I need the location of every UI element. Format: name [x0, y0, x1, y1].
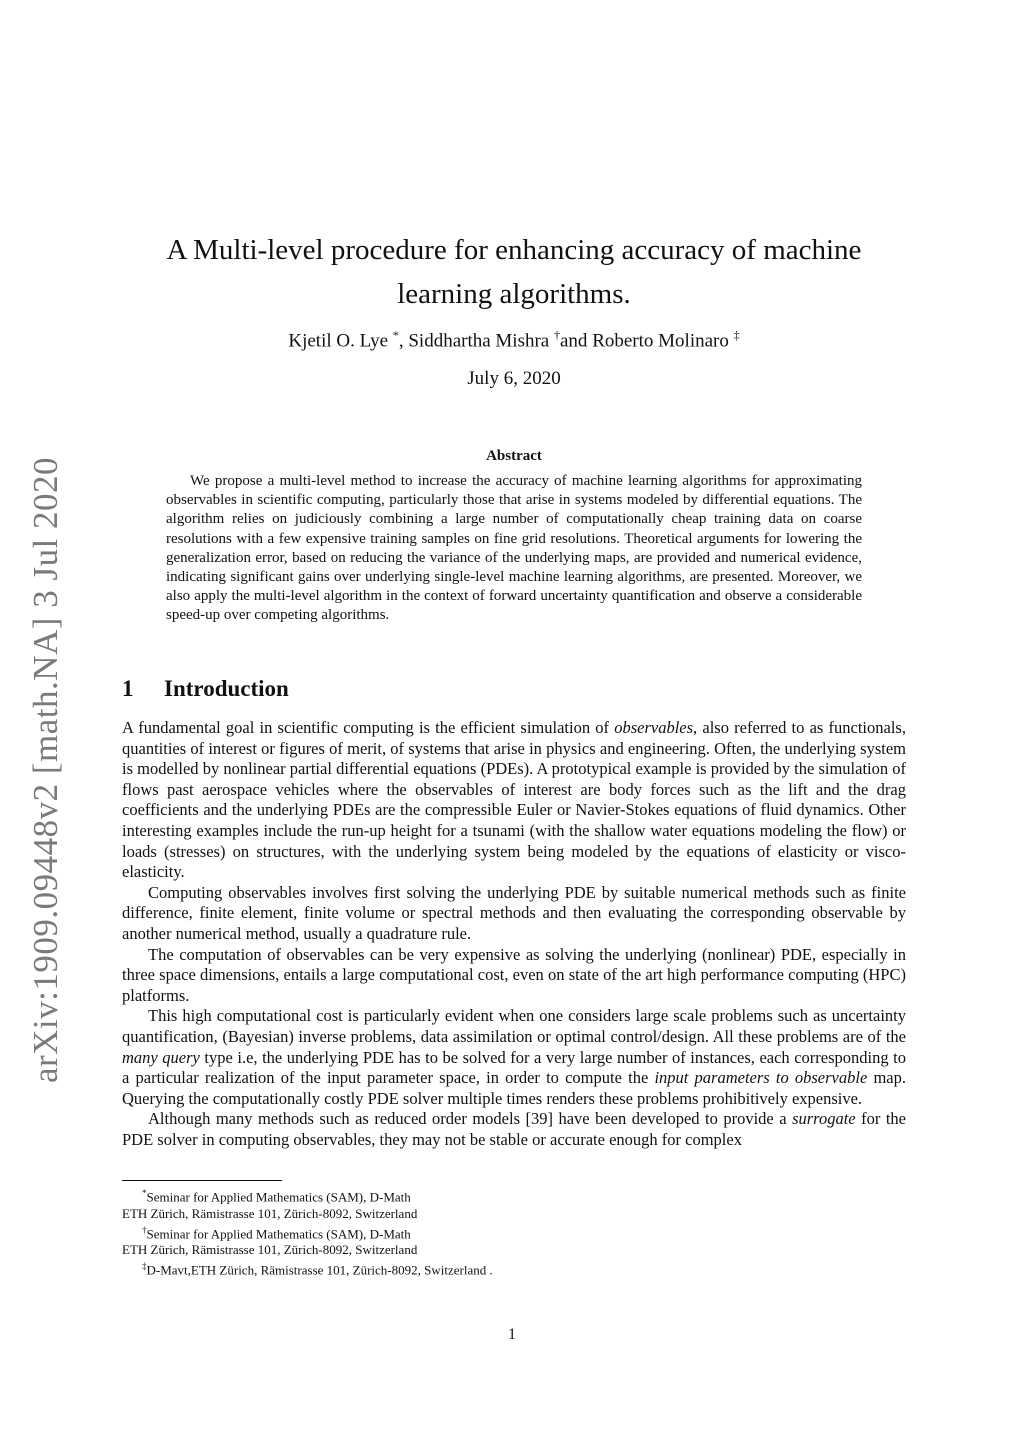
- footnotes: [122, 1185, 722, 1279]
- section-number: 1: [122, 676, 134, 701]
- emphasis-term: surrogate: [792, 1109, 856, 1129]
- abstract-text: We propose a multi-level method to increase the accuracy of machine learning algorithms for approximating observables in scientific computing, particularly those that arise in systems modeled by differential equations. The algorithm relies on judiciously combining a large number of computationally cheap training data on coarse resolutions with a few expensive training samples on fine grid resolutions. Theoretical arguments for lowering the generalization error, based on reducing the variance of the underlying maps, are provided and numerical evidence, indicating significant gains over underlying single-level machine learning algorithms, are presented. Moreover, we also apply the multi-level algorithm in the context of forward uncertainty quantification and observe a considerable speed-up over competing algorithms.: [166, 473, 862, 624]
- section-heading: [122, 674, 902, 704]
- paper-date: July 6, 2020: [467, 368, 561, 389]
- author-name: Roberto Molinaro: [592, 330, 729, 352]
- author-name: Kjetil O. Lye: [288, 330, 389, 352]
- arxiv-identifier-stamp: [16, 440, 76, 1100]
- body-paragraph: A fundamental goal in scientific computing is the efficient simulation of observables, also referred to as functionals, quantities of interest or figures of merit, of systems that arise in physics and engineering. Often, the underlying system is modelled by nonlinear partial differential equations (PDEs). A prototypical example is provided by the simulation of flows past aerospace vehicles where the observables of interest are body forces such as the lift and the drag coefficients and the underlying PDEs are the compressible Euler or Navier-Stokes equations of fluid dynamics. Other interesting examples include the run-up height for a tsunami (with the shallow water equations modeling the flow) or loads (stresses) on structures, with the underlying system being modeled by the equations of elasticity or visco-elasticity.: [122, 718, 906, 882]
- author-name: Siddhartha Mishra: [408, 330, 550, 352]
- emphasis-term: many query: [122, 1047, 200, 1067]
- footnote: ‡D-Mavt,ETH Zürich, Rämistrasse 101, Zürich-8092, Switzerland .: [142, 1261, 493, 1278]
- author-footnote-mark: ‡: [733, 328, 740, 342]
- footnote: †Seminar for Applied Mathematics (SAM), D-Math: [142, 1224, 411, 1242]
- footnote-continuation: ETH Zürich, Rämistrasse 101, Zürich-8092, Switzerland: [122, 1205, 418, 1221]
- abstract-heading: Abstract: [486, 448, 542, 464]
- footnote-continuation: ETH Zürich, Rämistrasse 101, Zürich-8092, Switzerland: [122, 1242, 418, 1258]
- footnote: *Seminar for Applied Mathematics (SAM), D-Math: [142, 1188, 411, 1205]
- body-paragraph: Although many methods such as reduced order models [39] have been developed to provide a surrogate for the PDE solver in computing observables, they may not be stable or accurate enough for complex: [122, 1109, 906, 1149]
- paper-title: A Multi-level procedure for enhancing accuracy of machine learning algorithms.: [166, 234, 862, 310]
- arxiv-identifier-text: arXiv:1909.09448v2 [math.NA] 3 Jul 2020: [26, 456, 66, 1084]
- body-paragraph: Computing observables involves first solving the underlying PDE by suitable numerical methods such as finite difference, finite element, finite volume or spectral methods and then evaluating the corresponding observable by another numerical method, usually a quadrature rule.: [122, 882, 906, 943]
- emphasis-term: input parameters to observable: [654, 1068, 868, 1088]
- author-footnote-mark: *: [392, 328, 399, 342]
- body-paragraph: The computation of observables can be very expensive as solving the underlying (nonlinear) PDE, especially in three space dimensions, entails a large computational cost, even on state of the art high performance computing (HPC) platforms.: [122, 944, 906, 1005]
- section-body: [122, 718, 906, 1150]
- author-conjunction: and: [560, 330, 588, 352]
- page-number: 1: [508, 1326, 516, 1343]
- emphasis-term: observables: [614, 718, 694, 737]
- author-line: Kjetil O. Lye *, Siddhartha Mishra †and Roberto Molinaro ‡: [288, 328, 740, 352]
- footnote-divider: [122, 1180, 282, 1181]
- section-title: Introduction: [164, 676, 289, 701]
- author-footnote-mark: †: [554, 328, 560, 342]
- body-paragraph: This high computational cost is particularly evident when one considers large scale problems such as uncertainty quantification, (Bayesian) inverse problems, data assimilation or optimal control/design. All these problems are of the many query type i.e, the underlying PDE has to be solved for a very large number of instances, each corresponding to a particular realization of the input parameter space, in order to compute the input parameters to observable map. Querying the computationally costly PDE solver multiple times renders these problems prohibitively expensive.: [122, 1006, 907, 1108]
